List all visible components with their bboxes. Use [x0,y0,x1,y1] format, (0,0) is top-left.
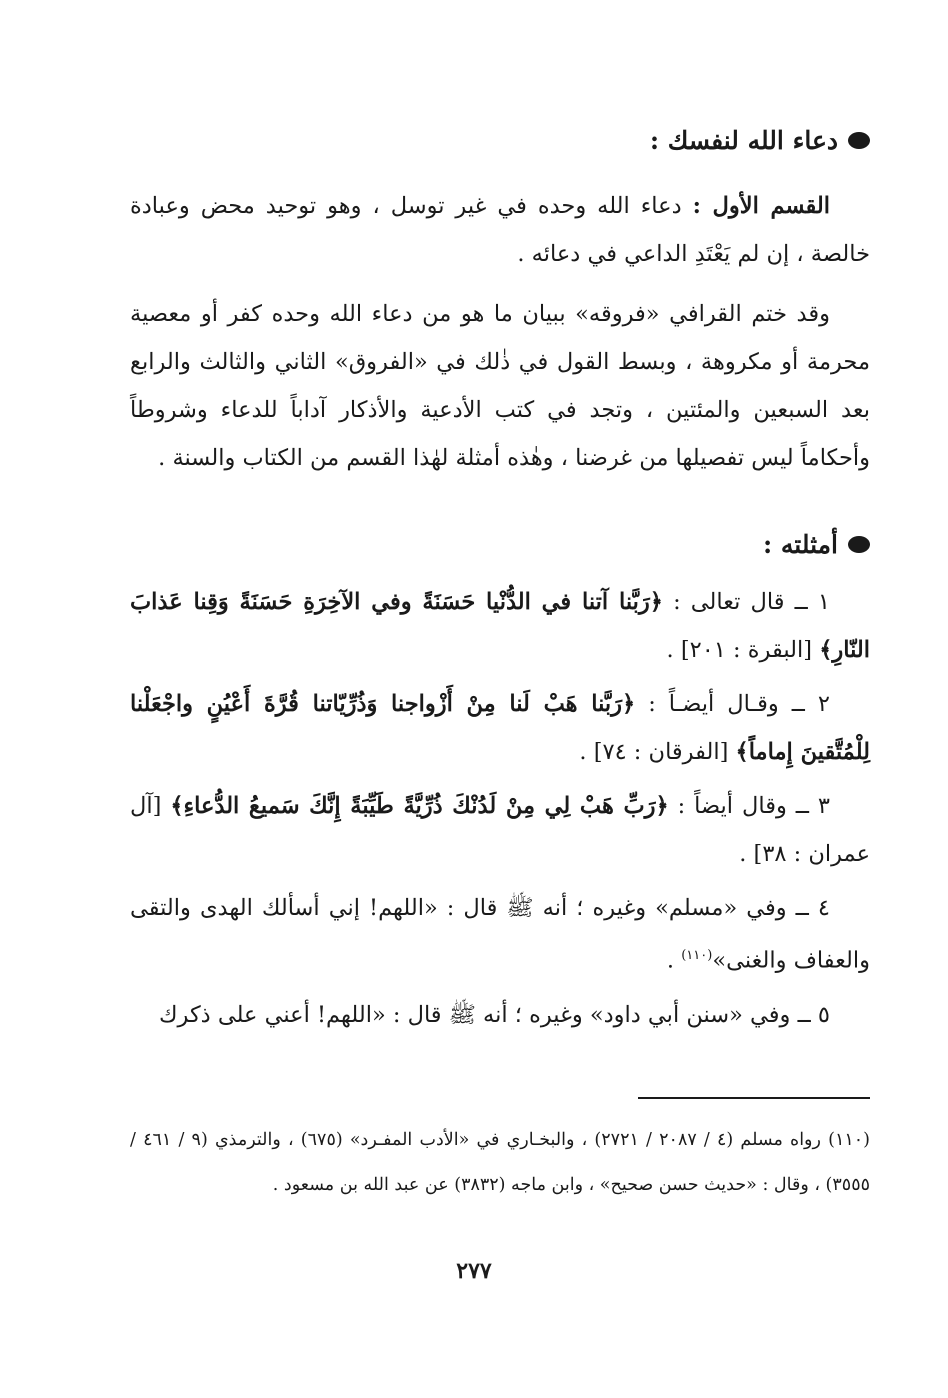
hadith-text: ٤ ــ وفي «مسلم» وغيره ؛ أنه ﷺ قال : «اللهم! إني أسألك الهدى والتقى والعفاف والغنى» [130,895,870,974]
bullet-icon [848,132,870,149]
quran-quote: ﴿رَبَّنا آتنا في الدُّنْيا حَسَنَةً وفي الآخِرَةِ حَسَنَةً وَقِنا عَذابَ النّارِ﴾ [130,589,870,663]
example-4 [130,884,870,985]
footnote-marker: (١١٠) [681,948,713,963]
example-3 [130,782,870,878]
heading-text: أمثلته : [762,529,838,559]
paragraph-qarafi: وقد ختم القرافي «فروقه» ببيان ما هو من دعاء الله وحده كفر أو معصية محرمة أو مكروهة ، وبسط القول في ذٰلك في «الفروق» الثاني والثالث والرابع بعد السبعين والمئتين ، وتجد في كتب الأدعية والأذكار آداباً للدعاء وشروطاً وأحكاماً ليس تفصيلها من غرضنا ، وهٰذه أمثلة لهٰذا القسم من الكتاب والسنة . [130,301,870,471]
section-heading-examples [130,524,870,564]
section-heading-dua [130,120,870,160]
example-intro: ٢ ــ وقـال أيضـاً : [648,691,830,717]
quran-quote: ﴿رَبَّنا هَبْ لَنا مِنْ أَزْواجنا وَذُرِّيّاتنا قُرَّةَ أَعْيُنٍ واجْعَلْنا لِلْمُتَّقينَ إِماماً﴾ [130,691,870,765]
section-label: القسم الأول : [692,193,831,219]
quran-reference: [البقرة : ٢٠١] . [666,637,813,663]
quran-reference: [الفرقان : ٧٤] . [579,739,729,765]
quran-reference: [آل عمران : ٣٨] . [130,793,870,867]
quran-quote: ﴿رَبِّ هَبْ لِي مِنْ لَدُنْكَ ذُرِّيَّةً طَيِّبَةً إِنَّكَ سَميعُ الدُّعاءِ﴾ [170,793,669,819]
example-5: ٥ ــ وفي «سنن أبي داود» وغيره ؛ أنه ﷺ قال : «اللهم! أعني على ذكرك [159,1001,830,1028]
paragraph-first-section [130,182,870,278]
page-number: ٢٧٧ [456,1258,492,1284]
bullet-icon [848,536,870,553]
sentence-end: . [666,947,682,974]
heading-text: دعاء الله لنفسك : [649,125,838,155]
section-text: دعاء الله وحده في غير توسل ، وهو توحيد محض وعبادة خالصة ، إن لم يَعْتَدِ الداعي في دعائه . [130,193,870,267]
example-intro: ٣ ــ وقال أيضاً : [677,793,830,819]
footnote: (١١٠) رواه مسلم (٤ / ٢٠٨٧ / ٢٧٢١) ، والبخـاري في «الأدب المفـرد» (٦٧٥) ، والترمذي (٩ / ٤٦١ / ٣٥٥٥) ، وقال : «حديث حسن صحيح» ، وابن ماجه (٣٨٣٢) عن عبد الله بن مسعود . [130,1130,870,1195]
page-body [130,120,870,1039]
example-intro: ١ ــ قال تعالى : [673,589,830,615]
example-2 [130,680,870,776]
example-1 [130,578,870,674]
footnote-separator [638,1097,870,1099]
